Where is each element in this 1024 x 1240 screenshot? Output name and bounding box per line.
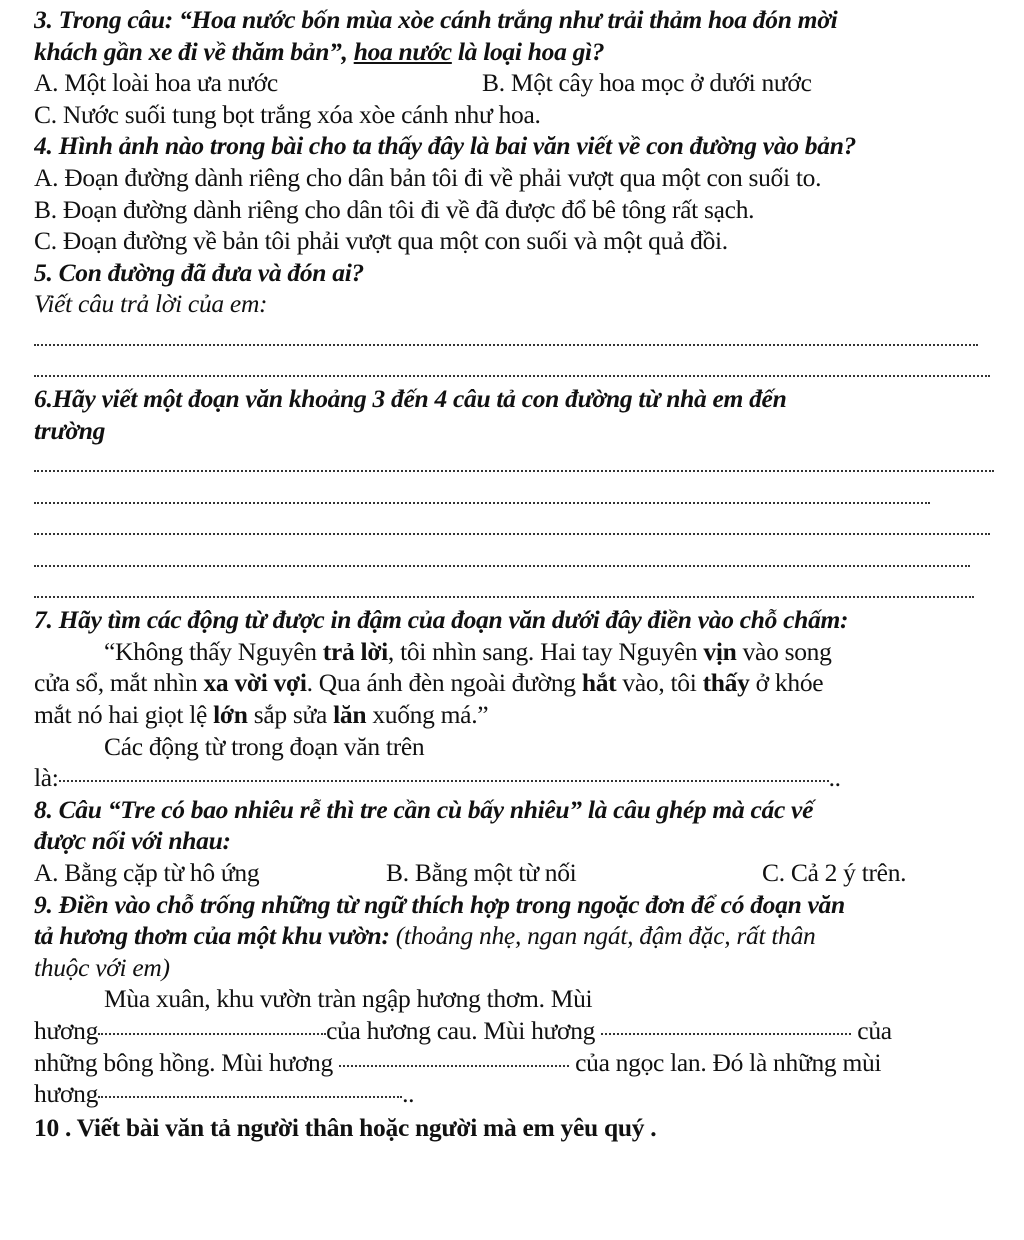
q9-passage-line3 — [34, 1047, 994, 1079]
q9-blank-4[interactable] — [98, 1096, 402, 1098]
q8-option-b[interactable]: B. Bằng một từ nối — [386, 858, 577, 888]
q7-text: mắt nó hai giọt lệ — [34, 700, 214, 730]
q6-answer-line-5[interactable] — [34, 573, 994, 605]
q9-title-line1: 9. Điền vào chỗ trống những từ ngữ thích hợp trong ngoặc đơn để có đoạn văn — [34, 889, 845, 919]
q7-text: xuống má.” — [366, 700, 489, 730]
q3-option-c[interactable]: C. Nước suối tung bọt trắng xóa xòe cánh như hoa. — [34, 99, 541, 129]
q6-answer-line-1[interactable] — [34, 446, 994, 478]
q7-title: 7. Hãy tìm các động từ được in đậm của đoạn văn dưới đây điền vào chỗ chấm: — [34, 605, 849, 635]
q7-answer-line[interactable] — [34, 762, 994, 794]
q7-bold-verb: vịn — [703, 636, 737, 666]
q4-option-b[interactable]: B. Đoạn đường dành riêng cho dân tôi đi về đã được đổ bê tông rất sạch. — [34, 194, 755, 224]
q9-blank-2[interactable] — [601, 1033, 851, 1035]
q6-answer-line-2[interactable] — [34, 478, 994, 510]
q7-text: ở khóe — [749, 668, 824, 698]
q8-title-line2: được nối với nhau: — [34, 826, 231, 856]
q9-blank-3[interactable] — [339, 1065, 569, 1067]
q6-answer-line-4[interactable] — [34, 541, 994, 573]
q9-text: của ngọc lan. Đó là những mùi — [569, 1047, 882, 1077]
q7-text: cửa sổ, mắt nhìn — [34, 668, 204, 698]
q7-text: , tôi nhìn sang. Hai tay Nguyên — [387, 636, 704, 666]
q6-title-line1: 6.Hãy viết một đoạn văn khoảng 3 đến 4 câu tả con đường từ nhà em đến — [34, 384, 787, 414]
q7-passage-line3 — [34, 699, 994, 731]
q7-bold-verb: xa vời vợi — [203, 668, 307, 698]
q3-title-line2 — [34, 36, 994, 68]
q9-title-bold: tả hương thơm của một khu vườn: — [34, 921, 396, 951]
q7-answer-intro: Các động từ trong đoạn văn trên — [104, 731, 425, 761]
q7-text: vào, tôi — [616, 668, 703, 698]
q7-bold-verb: hắt — [581, 668, 617, 698]
q5-prompt: Viết câu trả lời của em: — [34, 289, 268, 319]
q3-underlined-term: hoa nước — [353, 36, 452, 66]
q7-passage-line1 — [34, 636, 994, 668]
q3-option-b[interactable]: B. Một cây hoa mọc ở dưới nước — [482, 68, 812, 98]
q7-bold-verb: thấy — [702, 668, 750, 698]
q7-text: sắp sửa — [247, 700, 334, 730]
q7-passage-line2 — [34, 667, 994, 699]
q7-answer-blank[interactable] — [59, 780, 829, 782]
q7-text: . Qua ánh đèn ngoài đường — [306, 668, 582, 698]
q9-text: .. — [402, 1079, 415, 1109]
q10-title: 10 . Viết bài văn tả người thân hoặc người mà em yêu quý . — [34, 1112, 657, 1142]
q7-text: “Không thấy Nguyên — [104, 636, 323, 666]
q9-text: của — [857, 1016, 892, 1045]
q4-title: 4. Hình ảnh nào trong bài cho ta thấy đây là bai văn viết về con đường vào bản? — [34, 131, 857, 161]
q9-blank-1[interactable] — [98, 1033, 326, 1035]
q6-answer-line-3[interactable] — [34, 510, 994, 542]
q8-option-c[interactable]: C. Cả 2 ý trên. — [762, 858, 907, 888]
q5-title: 5. Con đường đã đưa và đón ai? — [34, 257, 364, 287]
q3-title-line1: 3. Trong câu: “Hoa nước bốn mùa xòe cánh trắng như trải thảm hoa đón mời — [34, 5, 838, 34]
q9-title-line3: thuộc với em) — [34, 952, 170, 982]
q9-passage-line2 — [34, 1015, 994, 1047]
q5-answer-line-2[interactable] — [34, 352, 994, 384]
q9-title-line2 — [34, 920, 994, 952]
q9-passage-line1: Mùa xuân, khu vườn tràn ngập hương thơm. Mùi — [104, 984, 593, 1014]
q3-title-part1: khách gần xe đi về thăm bản”, — [34, 36, 354, 66]
q9-word-hint: (thoảng nhẹ, ngan ngát, đậm đặc, rất thân — [395, 921, 816, 951]
q8-option-a[interactable]: A. Bằng cặp từ hô ứng — [34, 858, 260, 888]
q9-text: hương — [34, 1079, 99, 1109]
q7-bold-verb: lớn — [213, 700, 248, 730]
q5-answer-line-1[interactable] — [34, 320, 994, 352]
q9-text: hương — [34, 1016, 99, 1045]
q9-text: những bông hồng. Mùi hương — [34, 1047, 340, 1077]
q7-bold-verb: trả lời — [322, 636, 388, 666]
q9-passage-line4 — [34, 1078, 994, 1110]
q7-bold-verb: lăn — [333, 700, 367, 730]
q4-option-a[interactable]: A. Đoạn đường dành riêng cho dân bản tôi đi về phải vượt qua một con suối to. — [34, 162, 822, 192]
q3-option-a[interactable]: A. Một loài hoa ưa nước — [34, 68, 278, 98]
q8-options-row — [34, 857, 994, 889]
q7-answer-end: .. — [828, 763, 841, 793]
q6-title-line2: trường — [34, 415, 106, 445]
q3-title-part2: là loại hoa gì? — [451, 36, 605, 66]
q4-option-c[interactable]: C. Đoạn đường về bản tôi phải vượt qua một con suối và một quả đồi. — [34, 226, 728, 256]
q8-title-line1: 8. Câu “Tre có bao nhiêu rễ thì tre cần cù bấy nhiêu” là câu ghép mà các vế — [34, 794, 814, 824]
q7-text: vào song — [736, 636, 832, 666]
q7-answer-label: là: — [34, 763, 59, 793]
q3-options-row — [34, 67, 994, 99]
q9-text: của hương cau. Mùi hương — [326, 1016, 602, 1045]
